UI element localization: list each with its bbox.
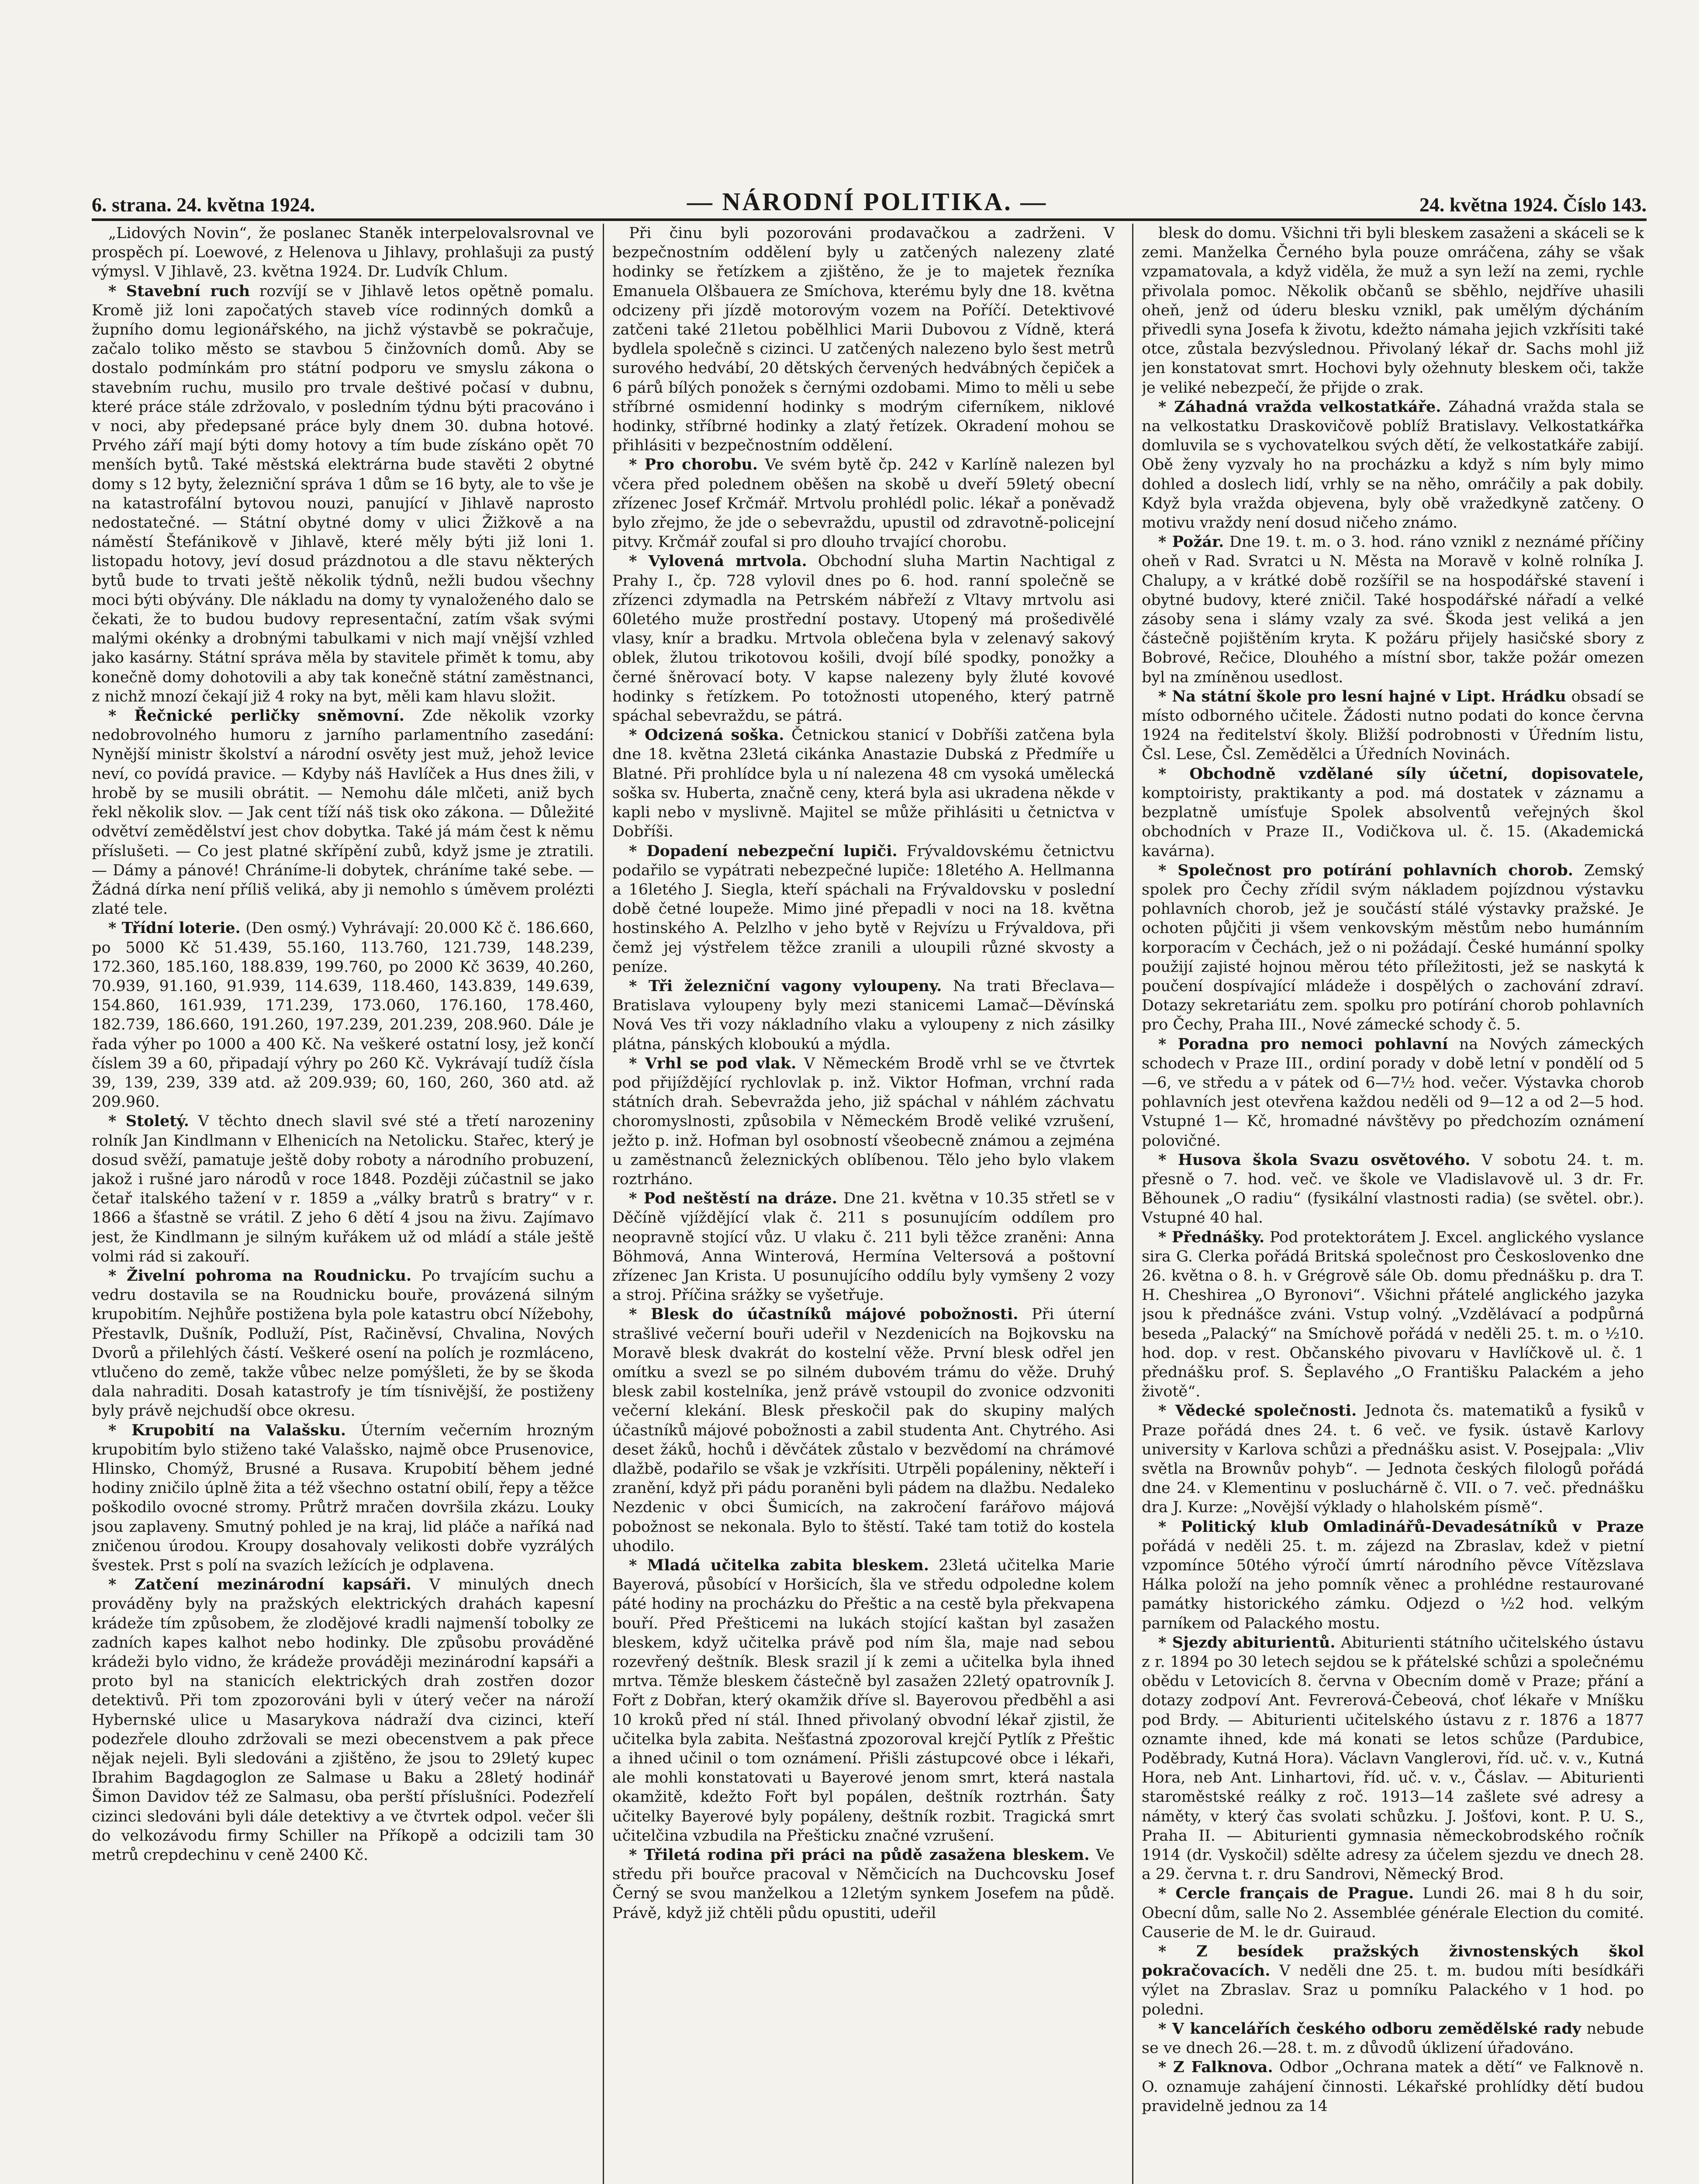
article bbox=[92, 1266, 594, 1421]
article-headline: * Třídní loterie. bbox=[108, 919, 241, 937]
article-body: „Lidových Novin“, že poslanec Staněk interpelovalsrovnal ve prospěch pí. Loewové, z Helenova u Jihlavy, prohlašuji za pustý výmysl. V Jihlavě, 23. května 1924. Dr. Ludvík Chlum. bbox=[92, 225, 594, 281]
article bbox=[1142, 397, 1644, 532]
article-body: (Den osmý.) Vyhrávají: 20.000 Kč č. 186.660, po 5000 Kč 51.439, 55.160, 113.760, 121.739, 148.239, 172.360, 185.160, 188.839, 199.760, po 2000 Kč 3639, 40.260, 70.939, 91.160, 91.939, 114.639, 118.460, 143.839, 149.639, 154.860, 161.939, 171.239, 173.060, 176.160, 178.460, 182.739, 186.660, 191.260, 197.239, 201.239, 208.960. Dále je řada výher po 1000 a 400 Kč. Na veškeré ostatní losy, jež končí číslem 39 a 60, připadají výhry po 260 Kč. Vykrávají tudíž čísla 39, 139, 239, 339 atd. až 209.939; 60, 160, 260, 360 atd. až 209.960. bbox=[92, 919, 594, 1111]
article-body: Jednota čs. matematiků a fysiků v Praze pořádá dnes 24. t. 6 več. ve fysik. ústavě Karlovy university v Karlova schůzi a přednášku asist. V. Posejpala: „Vliv světla na Brownův pohyb“. — Jednota českých filologů pořádá dne 24. v Klementinu v posluchárně č. VII. o 7. več. přednášku dra J. Kurze: „Novější výklady o hlaholském písmě“. bbox=[1142, 1402, 1644, 1517]
article-body: Dne 21. května v 10.35 střetl se v Děčíně vjíždějící vlak č. 211 s posunujícím oddílem pro neopravně stojící vůz. U vlaku č. 211 byli těžce zraněni: Anna Böhmová, Anna Winterová, Hermína Veltersová a poštovní zřízenec Jan Krista. U posunujícího oddílu byly vymšeny 2 vozy a stroj. Příčina srážky se vyšetřuje. bbox=[612, 1190, 1115, 1304]
article bbox=[612, 977, 1115, 1054]
article-headline: * Pro chorobu. bbox=[629, 456, 758, 474]
article-body: Dne 19. t. m. o 3. hod. ráno vznikl z neznámé příčiny oheň v Rad. Svratci u N. Města na Moravě v kolně rolníka J. Chalupy, a v krátké době rozšířil se na hospodářské stavení i obytné budovy, které zničil. Také hospodářské nářadí a velké zásoby sena i slámy vzaly za své. Škoda jest veliká a jen částečně pojištěním kryta. K požáru přijely hasičské sbory z Bobrové, Rečice, Dlouhého a místní sbor, takže požár omezen byl na zmíněnou usedlost. bbox=[1142, 533, 1644, 686]
article-headline: * Z besídek pražských živnostenských škol pokračovacích. bbox=[1142, 1942, 1644, 1980]
article-body: V sobotu 24. t. m. přesně o 7. hod. več. ve škole ve Vladislavově ul. 3 dr. Fr. Běhounek „O radiu“ (fysikální vlastnosti radia) (se světel. obr.). Vstupné 40 hal. bbox=[1142, 1151, 1644, 1227]
article-body: V těchto dnech slavil své sté a třetí narozeniny rolník Jan Kindlmann v Elhenicích na Netolicku. Stařec, který je dosud svěží, pamatuje ještě doby roboty a národního probuzení, jakož i rušné jaro národů v roce 1848. Později zúčastnil se jako četař italského tažení v r. 1859 a „války bratrů s bratry“ v r. 1866 a šťastně se vrátil. Z jeho 6 dětí 4 jsou na živu. Zajímavo jest, že Kindlmann je silným kuřákem už od mládí a stále ještě volmi rád si zakouří. bbox=[92, 1113, 594, 1265]
article bbox=[612, 842, 1115, 977]
article-headline: * Mladá učitelka zabita bleskem. bbox=[629, 1556, 929, 1575]
article-headline: * Stoletý. bbox=[108, 1112, 189, 1130]
article bbox=[1142, 224, 1644, 397]
article-headline: * Dopadení nebezpeční lupiči. bbox=[629, 842, 898, 860]
article bbox=[1142, 1942, 1644, 2019]
article bbox=[92, 282, 594, 706]
article-body: obsadí se místo odborného učitele. Žádosti nutno podati do konce června 1924 na ředitelství školy. Bližší podrobnosti v Úředním listu, Čsl. Lese, Čsl. Zemědělci a Úředních Novinách. bbox=[1142, 688, 1644, 764]
header-rule bbox=[92, 218, 1647, 221]
issue-number-date: 24. května 1924. Číslo 143. bbox=[1419, 194, 1647, 216]
article-body: V minulých dnech prováděny byly na pražských elektrických drahách kapesní krádeže tím způsobem, že zlodějové kradli najmenší tobolky ze zadních kapes kalhot nebo hodinky. Dle způsobu prováděné krádeži bylo vidno, že krádeže prováději mezinárodní kapsáři a proto byl na stanicích elektrických drah zostřen dozor detektivů. Při tom zpozorováni byli v úterý večer na nároží Hybernské ulice u Masarykova nádraží dva cizinci, kteří podezřele dlouho zdržovali se mezi obecenstvem a pak přece nějak nejeli. Byli sledováni a zjištěno, že jsou to 29letý kupec Ibrahim Bagdagoglon ze Salmase u Baku a 28letý hodinář Šimon Davidov též ze Salmasu, oba perští příslušníci. Podezřelí cizinci sledováni byli dále detektivy a ve čtvrtek odpol. večer šli do velkozávodu firmy Schiller na Příkopě a odcizili tam 30 metrů crepdechinu v ceně 2400 Kč. bbox=[92, 1576, 594, 1864]
page-header bbox=[92, 181, 1647, 216]
article-body: Úterním večerním hrozným krupobitím bylo stiženo také Valašsko, najmě obce Prusenovice, Hlinsko, Chomýž, Brusné a Rusava. Krupobití během jedné hodiny zničilo úplně žita a též všechno ostatní obilí, řepy a těžce poškodilo ovocné stromy. Průtrž mračen dovršila zkázu. Louky jsou zaplaveny. Smutný pohled je na kraj, lid pláče a naříká nad zničenou úrodou. Kroupy dosahovaly velikosti dobře vyzrálých švestek. Prst s polí na svazích ležících je odplavena. bbox=[92, 1421, 594, 1575]
article-body: pořádá v neděli 25. t. m. zájezd na Zbraslav, kdež v pietní vzpomínce 50tého výročí úmrtí národního pěvce Vítězslava Hálka položí na jeho pomník věnec a prohlédne restaurované památky historického zámku. Odjezd o ½2 hod. velkým parníkem od Palackého mostu. bbox=[1142, 1537, 1644, 1632]
article bbox=[612, 1845, 1115, 1923]
article-body: komptoiristy, praktikanty a pod. má dostatek v záznamu a bezplatně umísťuje Spolek absolventů veřejných škol obchodních v Praze II., Vodičkova ul. č. 15. (Akademická kavárna). bbox=[1142, 784, 1644, 860]
article bbox=[92, 1575, 594, 1865]
article-headline: * Společnost pro potírání pohlavních chorob. bbox=[1158, 861, 1573, 879]
article-body: Obchodní sluha Martin Nachtigal z Prahy I., čp. 728 vylovil dnes po 6. hod. ranní společně se zřízenci zdymadla na Petrském nábřeží z Vltavy mrtvolu asi 60letého muže prostřední postavy. Utopený má prošedivělé vlasy, knír a bradku. Mrtvola oblečena byla v zelenavý sakový oblek, žlutou trikotovou košili, dvojí bílé spodky, ponožky a černé šněrovací boty. V kapse nalezeny byly žluté kovové hodinky s řetízkem. Po totožnosti utopeného, který patrně spáchal sebevraždu, se pátrá. bbox=[612, 553, 1115, 725]
article-headline: * Třiletá rodina při práci na půdě zasažena bleskem. bbox=[629, 1846, 1090, 1864]
article-headline: * Vrhl se pod vlak. bbox=[629, 1054, 797, 1072]
article-body: nebude se ve dnech 26.—28. t. m. z důvodů úklizení úřadováno. bbox=[1142, 2020, 1644, 2057]
article-body: Ve svém bytě čp. 242 v Karlíně nalezen byl včera před polednem oběšen na skobě u dveří 59letý obecní zřízenec Josef Krčmář. Mrtvolu prohlédl polic. lékař a poněvadž bylo zřejmo, že jde o sebevraždu, upustil od zdravotně-policejní pitvy. Krčmář zoufal si pro dlouho trvající chorobu. bbox=[612, 456, 1115, 551]
article-body: Při úterní strašlivé večerní bouři udeřil v Nezdenicích na Bojkovsku na Moravě blesk dvakrát do kostelní věže. První blesk odřel jen omítku a svezl se po silném dubovém trámu do věže. Druhý blesk zabil kostelníka, jenž právě vstoupil do zvonice odzvoniti večerní klekání. Blesk přeskočil pak do skupiny malých účastníků májové pobožnosti a zabil studenta Ant. Chytrého. Asi deset žáků, hochů i děvčátek zůstalo v bezvědomí na chrámové dlažbě, podařilo se však je vzkřísiti. Utrpěli popáleniny, někteří i zranění, když při pádu poraněni byli pádem na dlažbu. Nedaleko Nezdenic v obci Šumicích, na zakročení farářovo májová pobožnost se nekonala. Bylo to štěstí. Také tam totiž do kostela uhodilo. bbox=[612, 1306, 1115, 1555]
column-2 bbox=[612, 224, 1115, 2184]
article bbox=[612, 1305, 1115, 1556]
article-body: Při činu byli pozorováni prodavačkou a zadrženi. V bezpečnostním oddělení byly u zatčených nalezeny zlaté hodinky se řetízkem a zjištěno, že je to majetek řezníka Emanuela Olšbauera ze Smíchova, kterému byly dne 18. května odcizeny při jízdě motorovým vozem na Poříčí. Detektivové zatčeni také 21letou pobělhlici Marii Dubovou z Vídně, která bydlela společně s cizinci. U zatčených nalezeno bylo šest metrů surového hedvábí, 20 dětských červených hedvábných čepiček a 6 párů bílých ponožek s černými ozdobami. Mimo to měli u sebe stříbrné osmidenní hodinky s modrým ciferníkem, niklové hodinky, stříbrné hodinky a zlatý řetízek. Okradení mohou se přihlásiti v bezpečnostním oddělení. bbox=[612, 225, 1115, 455]
article-headline: * Tři železniční vagony vyloupeny. bbox=[629, 977, 942, 995]
column-3 bbox=[1142, 224, 1644, 2184]
article-headline: * Stavební ruch bbox=[108, 282, 250, 300]
article bbox=[1142, 1884, 1644, 1942]
article-headline: * Poradna pro nemoci pohlavní bbox=[1158, 1035, 1448, 1053]
article bbox=[92, 706, 594, 919]
article-body: Zemský spolek pro Čechy zřídil svým nákladem pojízdnou výstavku pohlavních chorob, jež je součástí stálé výstavky pražské. Je ochoten půjčiti ji všem venkovským městům nebo humánním korporacím v Čechách, jež o ni požádají. České humánní spolky použijí zajisté hojnou měrou této příležitosti, jež se naskytá k poučení dospívající mládeže i dospělých o zachování zdraví. Dotazy sekretariátu zem. spolku pro potírání chorob pohlavních pro Čechy, Praha III., Nové zámecké schody č. 5. bbox=[1142, 861, 1644, 1034]
article-headline: * Sjezdy abiturientů. bbox=[1158, 1633, 1336, 1652]
article-headline: * Cercle français de Prague. bbox=[1158, 1884, 1414, 1903]
article-headline: * Živelní pohroma na Roudnicku. bbox=[108, 1266, 412, 1285]
article-headline: * Záhadná vražda velkostatkáře. bbox=[1158, 397, 1441, 416]
article-headline: * Obchodně vzdělané síly účetní, dopisovatele, bbox=[1158, 764, 1644, 783]
article bbox=[1142, 1228, 1644, 1402]
article-headline: * Řečnické perličky sněmovní. bbox=[108, 707, 404, 725]
columns bbox=[92, 224, 1647, 2184]
article-headline: * Blesk do účastníků májové pobožnosti. bbox=[629, 1305, 1019, 1324]
article bbox=[612, 1054, 1115, 1189]
column-divider bbox=[603, 224, 604, 2184]
article bbox=[1142, 2058, 1644, 2116]
article bbox=[612, 1556, 1115, 1845]
article-headline: * Vylovená mrtvola. bbox=[629, 552, 807, 570]
article-body: Po trvajícím suchu a vedru dostavila se na Roudnicku bouře, provázená silným krupobitím. Nejhůře postižena byla pole katastru obcí Nížebohy, Přestavlk, Dušník, Podluží, Píst, Račiněvsí, Chvalina, Nových Dvorů a přilehlých částí. Veškeré osení na polích je rozmláceno, vtlučeno do země, takže vůbec nelze pomýšleti, že by se škoda dala nahraditi. Dosah katastrofy je tím tísnivější, že postiženy byly právě nejchudší obce okresu. bbox=[92, 1267, 594, 1420]
article-headline: * Politický klub Omladinářů-Devadesátníků v Praze bbox=[1158, 1517, 1644, 1536]
article-headline: * Přednášky. bbox=[1158, 1228, 1265, 1246]
article bbox=[1142, 687, 1644, 764]
article-headline: * Vědecké společnosti. bbox=[1158, 1402, 1357, 1420]
article bbox=[612, 224, 1115, 455]
article-body: Pod protektorátem J. Excel. anglického vyslance sira G. Clerka pořádá Britská společnost pro Českoslovenko dne 26. května o 8. h. v Grégrově sále Ob. domu přednášku p. dra T. H. Cheshirea „O Byronovi“. Všichni přátelé anglického jazyka jsou k přednášce zváni. Vstup volný. „Vzdělávací a podpůrná beseda „Palacký“ na Smíchově pořádá v neděli 25. t. m. o ½10. hod. dop. v rest. Občanského pivovaru v Havlíčkově ul. č. 1 přednášku prof. S. Šeplavého „O Františku Palackém a jeho životě“. bbox=[1142, 1228, 1644, 1401]
article bbox=[1142, 532, 1644, 687]
article-body: V neděli dne 25. t. m. budou míti besídkáři výlet na Zbraslav. Sraz u pomníku Palackého v 1 hod. po poledni. bbox=[1142, 1962, 1644, 2018]
article-headline: * V kancelářích českého odboru zemědělské rady bbox=[1158, 2019, 1582, 2038]
article bbox=[92, 224, 594, 282]
article-headline: * Husova škola Svazu osvětového. bbox=[1158, 1151, 1471, 1169]
article bbox=[1142, 861, 1644, 1035]
article-body: Frývaldovskému četnictvu podařilo se vypátrati nebezpečné lupiče: 18letého A. Hellmanna a 16letého J. Siegla, kteří spáchali na Frývaldovsku v poslední době četné loupeže. Mimo jiné přepadli v noci na 18. května hostinského A. Pelzlho v jeho bytě v Rejvízu u Frývaldova, při čemž jej výstřelem těžce zranili a uloupili různé skvosty a peníze. bbox=[612, 842, 1115, 976]
article-body: na Nových zámeckých schodech v Praze III., ordiní porady v době letní v pondělí od 5—6, ve středu a v pátek od 6—7½ hod. večer. Výstavka chorob pohlavních jest otevřena každou neděli od 9—12 a od 2—5 hod. Vstupné 1— Kč, hromadné návštěvy po předchozím oznámení polovičné. bbox=[1142, 1035, 1644, 1150]
article bbox=[612, 726, 1115, 841]
article bbox=[1142, 1035, 1644, 1151]
article bbox=[1142, 1633, 1644, 1884]
article-headline: * Z Falknova. bbox=[1158, 2058, 1273, 2077]
article-headline: * Pod neštěstí na dráze. bbox=[629, 1189, 837, 1208]
article bbox=[1142, 764, 1644, 861]
column-divider bbox=[1132, 224, 1133, 2184]
masthead-title: — NÁRODNÍ POLITIKA. — bbox=[687, 187, 1048, 216]
article bbox=[92, 1421, 594, 1576]
article-headline: * Zatčení mezinárodní kapsáři. bbox=[108, 1576, 411, 1594]
article-headline: * Na státní škole pro lesní hajné v Lipt. Hrádku bbox=[1158, 687, 1566, 705]
column-1 bbox=[92, 224, 594, 2184]
article-body: Ve středu při bouřce pracoval v Němčicích na Duchcovsku Josef Černý se svou manželkou a 12letým synkem Josefem na půdě. Právě, když již chtěli půdu opustiti, udeřil bbox=[612, 1846, 1115, 1922]
article-headline: * Krupobití na Valašsku. bbox=[108, 1421, 346, 1439]
article-body: Odbor „Ochrana matek a dětí“ ve Falknově n. O. oznamuje zahájení činnosti. Lékařské prohlídky dětí budou pravidelně jednou za 14 bbox=[1142, 2059, 1644, 2115]
article bbox=[612, 1189, 1115, 1305]
article bbox=[1142, 1401, 1644, 1517]
article bbox=[1142, 2019, 1644, 2058]
article bbox=[92, 919, 594, 1112]
article-body: Lundi 26. mai 8 h du soir, Obecní dům, salle No 2. Assemblée générale Election du comité. Causerie de M. le dr. Guiraud. bbox=[1142, 1885, 1644, 1941]
article-body: Četnickou stanicí v Dobříši zatčena byla dne 18. května 23letá cikánka Anastazie Dubská z Předmíře u Blatné. Při prohlídce byla u ní nalezena 48 cm vysoká umělecká soška sv. Huberta, značně ceny, která byla asi ukradena někde v kapli nebo v myslivně. Majitel se může přihlásiti u četnictva v Dobříši. bbox=[612, 726, 1115, 841]
article-body: Zde několik vzorky nedobrovolného humoru z jarního parlamentního zasedání: Nynější ministr školství a národní osvěty jest muž, jehož levice neví, co povídá pravice. — Kdyby náš Havlíček a Hus dnes žili, v hrobě by se musili obrátit. — Nemohu dále mlčeti, aniž bych řekl několik slov. — Jak cent tíží náš tisk oko zákona. — Důležité odvětví zemědělství jest chov dobytka. Také já mám čest k němu příslušeti. — Co jest platné skřípění zubů, když jsme je ztratili. — Dámy a pánové! Chráníme-li dobytek, chráníme také sebe. — Žádná dírka není příliš veliká, aby ji nemohlo s úměvem prolézti zlaté tele. bbox=[92, 707, 594, 918]
article bbox=[612, 455, 1115, 552]
article-body: 23letá učitelka Marie Bayerová, působící v Horšicích, šla ve středu odpoledne kolem páté hodiny na procházku do Přeštic a na cestě byla překvapena bouří. Před Přešticemi na lukách stojící kaštan byl zasažen bleskem, když učitelka právě pod ním šla, maje nad sebou rozevřený deštník. Blesk srazil jí k zemi a učitelka byla ihned mrtva. Těmže bleskem částečně byl zasažen 22letý opatrovník J. Fořt z Dobřan, který okamžik dříve sl. Bayerovou předběhl a asi 10 kroků před ní stál. Ihned přivolaný obvodní lékař zjistil, že učitelka byla zabita. Nešťastná zpozoroval krejčí Pytlík z Přeštic a ihned učinil o tom oznámení. Přišli zástupcové obce i lékaři, ale mohli konstatovati u Bayerové jenom smrt, která nastala okamžitě, kdežto Fořt byl popálen, deštník roztrhán. Šaty učitelky Bayerové byly popáleny, deštník rozbit. Tragická smrt učitelčina vzbudila na Přešticku značné vzrušení. bbox=[612, 1557, 1115, 1845]
article-body: Abiturienti státního učitelského ústavu z r. 1894 po 30 letech sejdou se k přátelské schůzi a společnému obědu v Letovicích 8. června v Obecním domě v Praze; přání a dotazy zodpoví Ant. Fevrerová-Čebeová, choť lékaře v Mníšku pod Brdy. — Abiturienti učitelského ústavu z r. 1876 a 1877 oznamte ihned, kde má konati se letos schůze (Pardubice, Poděbrady, Kutná Hora). Václavn Vanglerovi, říd. uč. v. v., Kutná Hora, neb Ant. Linhartovi, říd. uč. v. v., Čáslav. — Abiturienti staroměstské reálky z roč. 1913—14 zašlete své adresy a náměty, v který čas svolati schůzku. J. Jošťovi, kont. P. U. S., Praha II. — Abiturienti gymnasia německobrodského ročník 1914 (dr. Vyskočil) sdělte adresy za účelem sjezdu ve dnech 28. a 29. června t. r. dru Sandrovi, Německý Brod. bbox=[1142, 1634, 1644, 1883]
article-body: rozvíjí se v Jihlavě letos opětně pomalu. Kromě již loni započatých staveb více rodinných domků a župního domu legionářského, na jichž výstavbě se pokračuje, začalo toliko město se stavbou 5 činžovních domů. Aby se dostalo podmínkám pro státní podporu ve smyslu zákona o stavebním ruchu, musilo pro trvale deštivé počasí v dubnu, které práce stále zdržovalo, v posledním týdnu býti pracováno i v noci, aby předepsané práce byly dnem 30. dubna hotové. Prvého září mají býti domy hotovy a tím bude získáno opět 70 menších bytů. Také městská elektrárna bude stavěti 2 obytné domy s 12 byty, železniční správa 1 dům se 16 byty, ale to vše je na katastrofální bytovou nouzi, panující v Jihlavě naprosto nedostatečné. — Státní obytné domy v ulici Žižkově a na náměstí Štefánikově v Jihlavě, které měly býti již loni 1. listopadu hotovy, jeví dosud prázdnotou a dle stavu některých bytů bude to trvati ještě několik týdnů, nežli budou všechny moci býti obývány. Dle nákladu na domy ty vynaloženého dalo se čekati, že to budou budovy representační, zatím však svými malými okénky a drobnými tabulkami v nich mají vnější vzhled jako kasárny. Státní správa měla by stavitele přimět k tomu, aby konečně domy dohotovili a aby tak konečně státní zaměstnanci, z nichž mnozí čekají již 4 roky na byt, měli kam hlavu složit. bbox=[92, 282, 594, 705]
article-body: Na trati Břeclava—Bratislava vyloupeny byly mezi stanicemi Lamač—Děvínská Nová Ves tři vozy nákladního vlaku a vyloupeny z nich zásilky plátna, pánských kloboukú a mýdla. bbox=[612, 977, 1115, 1053]
article bbox=[1142, 1151, 1644, 1228]
article-body: V Německém Brodě vrhl se ve čtvrtek pod přijíždějící rychlovlak p. inž. Viktor Hofman, vrchní rada státních drah. Sebevražda jeho, již spáchal v náhlém záchvatu choromyslnosti, způsobila v Německém Brodě veliké vzrušení, ježto p. inž. Hofman byl osobností všeobecně známou a zejména u zaměstnanců železnických oblíbenou. Tělo jeho bylo vlakem roztrháno. bbox=[612, 1054, 1115, 1188]
article bbox=[1142, 1517, 1644, 1633]
article bbox=[612, 552, 1115, 726]
article bbox=[92, 1112, 594, 1266]
article-body: blesk do domu. Všichni tři byli bleskem zasaženi a skáceli se k zemi. Manželka Černého byla pouze omráčena, záhy se však vzpamatovala, a když viděla, že muž a syn leží na zemi, rychle přivolala pomoc. Několik občanů se sběhlo, nejdříve uhasili oheň, jenž od úderu blesku vznikl, pak umělým dýcháním přivedli syna Josefa k životu, kdežto námaha jejich vzkřísiti také otce, zůstala bezvýslednou. Přivolaný lékař dr. Sachs mohl již jen konstatovat smrt. Hochovi byly ožehnuty bleskem oči, takže je veliké nebezpečí, že přijde o zrak. bbox=[1142, 225, 1644, 397]
article-headline: * Odcizená soška. bbox=[629, 726, 784, 744]
article-headline: * Požár. bbox=[1158, 533, 1224, 551]
article-body: Záhadná vražda stala se na velkostatku Draskovičově poblíž Bratislavy. Velkostatkářka domluvila se s vychovatelkou svých dětí, že velkostatkáře zabijí. Obě ženy vyzvaly ho na procházku a když s ním byly mimo dohled a doslech lidí, vrhly se na něho, omráčily a pak dobily. Když byla vražda objevena, byly obě vražedkyně zatčeny. O motivu vraždy není dosud ničeho známo. bbox=[1142, 398, 1644, 532]
page-number-date: 6. strana. 24. května 1924. bbox=[92, 194, 315, 216]
